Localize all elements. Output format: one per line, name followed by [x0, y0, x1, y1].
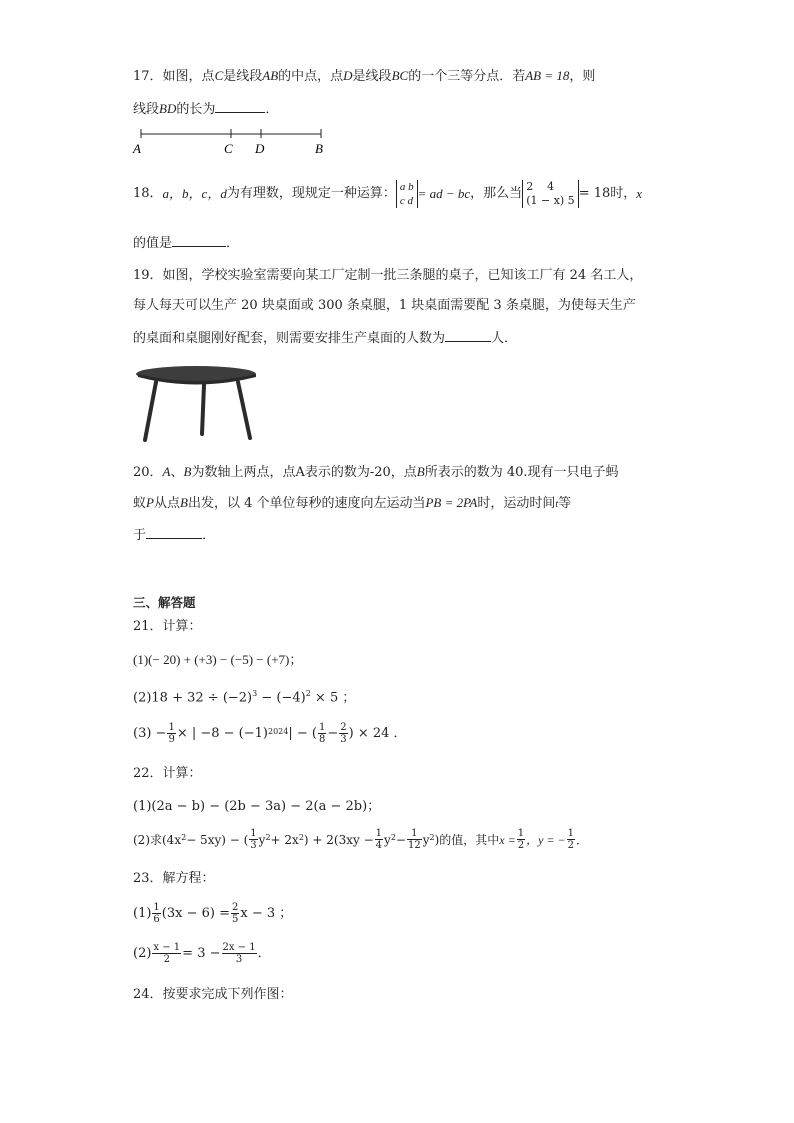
label-D: D: [255, 141, 265, 156]
q22-part2: (2)求(4x 2 − 5xy) − ( $\frac{1}{3}$ y 2 + 2x 2 ) + 2(3xy − $\frac{1}{4}$ y 2 − $\frac{1}{12}$ y 2 )的值，其中 x = $\frac{1}{2}$ ，y = − $\frac{1}{2}$ ．: [133, 828, 588, 851]
answer-blank: [172, 232, 226, 247]
label-C: C: [224, 141, 233, 156]
label-A: A: [133, 141, 141, 156]
answer-blank: [146, 524, 202, 539]
determinant-1: a b c d: [396, 180, 418, 208]
q18-line1: 18． a，b，c，d 为有理数，现规定一种运算： a b c d = ad − bc ，那么当 2 4 (1 − x) 5 = 18 时， x: [133, 180, 643, 207]
q17-line1: 17．如图，点C是线段AB的中点，点D是线段BC的一个三等分点．若AB = 18，则: [133, 68, 596, 84]
q21-part2: $(2)18 + 32 \div (-2)^3 - (-4)^2 \times 5$ ；: [133, 689, 356, 706]
q20-line3: 于 ．: [133, 524, 215, 546]
table-image: [134, 362, 264, 444]
q20-line1: 20．A、B为数轴上两点，点A表示的数为-20，点B所表示的数为 40.现有一只电子蚂: [133, 464, 619, 480]
q20-line2: 蚁P从点B出发，以 4 个单位每秒的速度向左运动当PB = 2PA时，运动时间t等: [133, 495, 572, 511]
q19-line3: 的桌面和桌腿刚好配套，则需要安排生产桌面的人数为 人．: [133, 327, 517, 349]
q21-title: 21．计算：: [133, 619, 202, 634]
q21-part1: (1)(− 20) + (+3) − (−5) − (+7)；: [133, 652, 303, 667]
segment-diagram: [130, 124, 330, 160]
q18-line2: 的值是 ．: [133, 232, 239, 254]
q24-title: 24．按要求完成下列作图：: [133, 987, 293, 1002]
q23-part2: (2) $\frac{x - 1}{2}$ = 3 − $\frac{2x - 1}{3}$ ．: [133, 942, 271, 965]
q19-line2: 每人每天可以生产 20 块桌面或 300 条桌腿，1 块桌面需要配 3 条桌腿，为使每天生产: [133, 298, 636, 313]
determinant-2: 2 4 (1 − x) 5: [522, 180, 579, 208]
q22-title: 22．计算：: [133, 766, 202, 781]
answer-blank: [445, 327, 491, 342]
q23-part1: (1) $\frac{1}{6}$ (3x − 6) = $\frac{2}{5}$ x − 3 ；: [133, 902, 293, 925]
section-heading: 三、解答题: [133, 595, 196, 610]
label-B: B: [315, 141, 323, 156]
answer-blank: [215, 98, 265, 113]
q19-line1: 19．如图，学校实验室需要向某工厂定制一批三条腿的桌子，已知该工厂有 24 名工人，: [133, 268, 643, 283]
q17-line2: 线段BD的长为 ．: [133, 98, 278, 120]
q22-part1: (1)(2a − b) − (2b − 3a) − 2(a − 2b)；: [133, 799, 381, 814]
q23-title: 23．解方程：: [133, 871, 215, 886]
q21-part3: (3) − $\frac{1}{9}$ × | −8 − (−1) 2024 | − ( $\frac{1}{8}$ − $\frac{2}{3}$ ) × 24 ．: [133, 722, 407, 745]
